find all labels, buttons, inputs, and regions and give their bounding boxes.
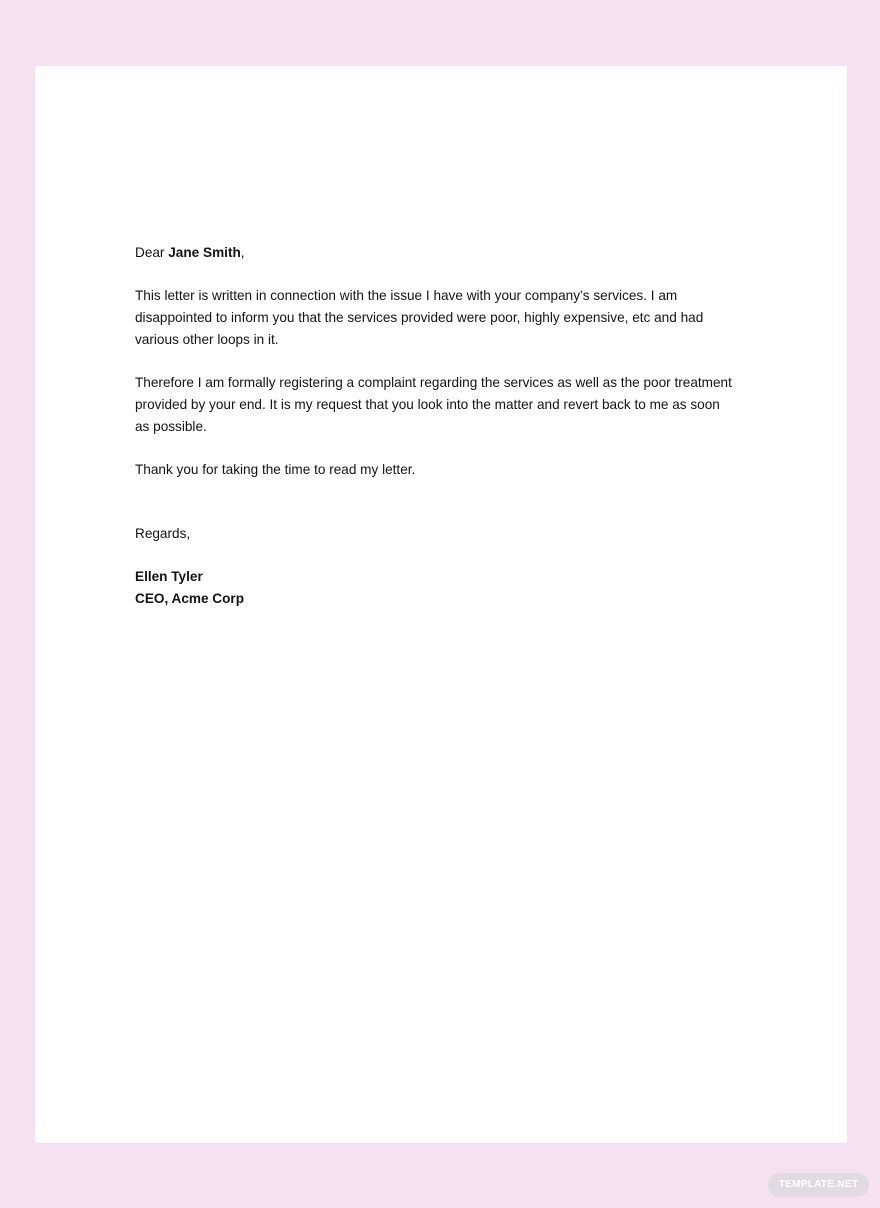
body-paragraph-1: This letter is written in connection with the issue I have with your company’s services. I am disappointed to inform you that the services provided were poor, highly expensive, etc and had various other loops in it. xyxy=(135,288,704,347)
signature-title: CEO, Acme Corp xyxy=(135,591,245,606)
template-net-watermark[interactable]: TEMPLATE.NET xyxy=(768,1173,869,1197)
salutation xyxy=(135,242,735,264)
body-paragraph-3: Thank you for taking the time to read my letter. xyxy=(135,462,416,477)
signature-name: Ellen Tyler xyxy=(135,569,203,584)
greeting-word: Dear xyxy=(135,245,165,260)
closing: Regards, xyxy=(135,526,191,541)
greeting-punctuation: , xyxy=(240,245,245,260)
recipient-name: Jane Smith xyxy=(168,245,241,260)
body-paragraph-2: Therefore I am formally registering a complaint regarding the services as well as the poor treatment provided by your end. It is my request that you look into the matter and revert back to me as soon as possible. xyxy=(135,375,732,434)
letter-page xyxy=(35,66,847,1143)
letter-body xyxy=(135,242,735,610)
